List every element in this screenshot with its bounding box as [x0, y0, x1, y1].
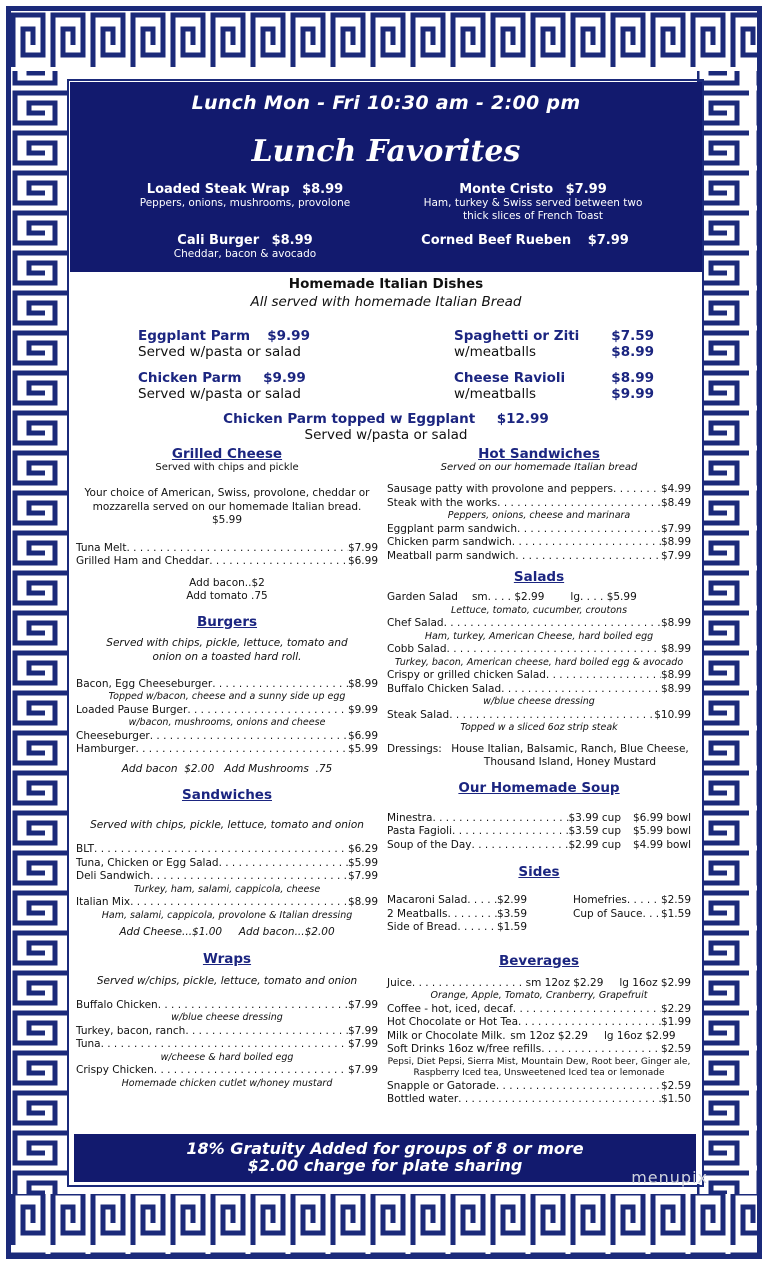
- grilled-cheese-addon: Add bacon..$2: [189, 576, 265, 589]
- menu-item: Snapple or Gatorade . . . $2.59: [387, 1080, 691, 1094]
- menu-item: Chef Salad . . . $8.99: [387, 617, 691, 631]
- soup-title: Our Homemade Soup: [458, 779, 620, 796]
- fav-loaded-steak-wrap: Loaded Steak Wrap $8.99 Peppers, onions, mushrooms, provolone: [139, 182, 351, 209]
- menu-item: 2 Meatballs . . . $3.59: [387, 908, 527, 922]
- menu-item: Loaded Pause Burger . . . $9.99: [76, 704, 378, 718]
- menu-item: Bacon, Egg Cheeseburger . . . $8.99: [76, 678, 378, 692]
- menu-item: Crispy or grilled chicken Salad . . . $8.99: [387, 669, 691, 683]
- grilled-cheese-intro: Your choice of American, Swiss, provolone, cheddar or mozzarella served on our homemade Italian bread.: [84, 487, 370, 513]
- menu-item: Steak Salad . . . $10.99: [387, 709, 691, 723]
- menu-item: Tuna Melt . . . $7.99: [76, 542, 378, 556]
- beverages-title: Beverages: [498, 952, 580, 969]
- menu-item: Cheeseburger . . . $6.99: [76, 730, 378, 744]
- italian-title: Homemade Italian Dishes: [288, 276, 484, 292]
- menu-item: Coffee - hot, iced, decaf . . . $2.29: [387, 1003, 691, 1017]
- grilled-cheese-title: Grilled Cheese: [171, 446, 283, 462]
- plate-sharing-note: $2.00 charge for plate sharing: [247, 1156, 523, 1175]
- menu-item: Italian Mix . . . $8.99: [76, 896, 378, 910]
- menu-item: Cup of Sauce . . . $1.59: [573, 908, 691, 922]
- salads-title: Salads: [513, 569, 565, 585]
- italian-subtitle: All served with homemade Italian Bread: [250, 294, 522, 310]
- menu-item: Meatball parm sandwich . . . $7.99: [387, 550, 691, 564]
- menu-item: Tuna . . . $7.99: [76, 1038, 378, 1052]
- gratuity-note: 18% Gratuity Added for groups of 8 or more: [186, 1139, 584, 1158]
- menu-item: Eggplant parm sandwich . . . $7.99: [387, 523, 691, 537]
- menu-item: Chicken parm sandwich . . . $8.99: [387, 536, 691, 550]
- italian-spaghetti: Spaghetti or Ziti $7.59 w/meatballs $8.99: [454, 328, 654, 360]
- lunch-hours: Lunch Mon - Fri 10:30 am - 2:00 pm: [191, 92, 581, 114]
- grilled-cheese-intro-price: $5.99: [211, 514, 243, 526]
- menu-item: BLT . . . $6.29: [76, 843, 378, 857]
- right-column: Hot Sandwiches Served on our homemade Italian bread Sausage patty with provolone and peppers . . . $4.99 Steak with the works . . . $8.49 Peppers, onions, cheese and marinara Eggplant parm sandwich . . . $7.99 Chicken parm sandwich . . . $8.99 Meatball parm sandwich . . . $7.99 Salads Garden Salad sm. . . . $2.99 lg. . . . $5.99 Lettuce, tomato, cucumber, croutons Chef Salad . . . $8.99 Ham, turkey, American Cheese, hard boiled egg Cobb Salad . . . $8.99 Turkey, bacon, American cheese, hard boiled egg & avocado Crispy or grilled chicken Salad . . . $8.99 Buffalo Chicken Salad . . . $8.99 w/blue cheese dressing Steak Salad . . . $10.99 Topped w a sliced 6oz strip steak Dressings: House Italian, Balsamic, Ranch, Blue Cheese, Thousand Island, Honey Mustard Our Homemade Soup Minestra . . . $3.99 cup $6.99 bowl Pasta Fagioli . . . $3.59 cup $5.99 bowl Soup of the Day . . . $2.99 cup $4.99 bowl Sides Macaroni Salad . . . $2.99 2 Meatballs . . . $3.59 Side of Bread . . . $1.59 Homefries . . . $2.59 Cup of Sauce . . . $1.59 Beverages Juice . . . sm 12oz $2.29 lg 16oz $2.99 Orange, Apple, Tomato, Cranberry, Grapefruit Coffee - hot, iced, decaf . . . $2.29 Hot Chocolate or Hot Tea . . . $1.99 Milk or Chocolate Milk . . . sm 12oz $2.29 lg 16oz $2.99 Soft Drinks 16oz w/free refills . . . $2.59 Pepsi, Diet Pepsi, Sierra Mist, Mountain Dew, Root beer, Ginger ale, Raspberry Iced tea, Unsweetened Iced tea or lemonade Snapple or Gatorade . . . $2.59 Bottled water . . . $1.50: [387, 446, 691, 1107]
- sides-list: [387, 894, 691, 935]
- menu-item: Juice . . . sm 12oz $2.29 lg 16oz $2.99: [387, 977, 691, 991]
- menu-item: Steak with the works . . . $8.49: [387, 497, 691, 511]
- menu-item: Turkey, bacon, ranch . . . $7.99: [76, 1025, 378, 1039]
- menu-item: Soup of the Day . . . $2.99 cup $4.99 bowl: [387, 839, 691, 853]
- fav-cali-burger: Cali Burger $8.99 Cheddar, bacon & avocado: [173, 233, 317, 260]
- menu-item: Garden Salad sm. . . . $2.99 lg. . . . $5.99: [387, 591, 637, 603]
- menu-item: Hot Chocolate or Hot Tea . . . $1.99: [387, 1016, 691, 1030]
- wraps-title: Wraps: [202, 950, 252, 967]
- menu-content: [70, 82, 702, 1184]
- burgers-title: Burgers: [196, 613, 258, 630]
- fav-corned-beef-rueben: Corned Beef Rueben $7.99: [421, 233, 629, 248]
- lunch-banner: [70, 82, 702, 272]
- grilled-cheese-addon: Add tomato .75: [186, 590, 268, 602]
- menu-item: Macaroni Salad . . . $2.99: [387, 894, 527, 908]
- italian-cheese-ravioli: Cheese Ravioli $8.99 w/meatballs $9.99: [454, 370, 654, 402]
- sandwiches-title: Sandwiches: [181, 787, 272, 803]
- menu-item: Buffalo Chicken . . . $7.99: [76, 999, 378, 1013]
- menu-item: Crispy Chicken . . . $7.99: [76, 1064, 378, 1078]
- sandwiches-addons: Add Cheese...$1.00 Add bacon...$2.00: [119, 926, 335, 938]
- menu-item: Hamburger . . . $5.99: [76, 743, 378, 757]
- burgers-addons: Add bacon $2.00 Add Mushrooms .75: [121, 762, 333, 775]
- lunch-favorites-title: Lunch Favorites: [251, 134, 521, 169]
- wraps-sub: Served w/chips, pickle, lettuce, tomato and onion: [96, 974, 358, 987]
- salad-dressings: Dressings: House Italian, Balsamic, Ranch, Blue Cheese, Thousand Island, Honey Mustard: [387, 742, 689, 768]
- menu-item: Grilled Ham and Cheddar . . . $6.99: [76, 555, 378, 569]
- menu-item: Soft Drinks 16oz w/free refills . . . $2.59: [387, 1043, 691, 1057]
- menu-item: Sausage patty with provolone and peppers . . . $4.99: [387, 483, 691, 497]
- burgers-sub: Served with chips, pickle, lettuce, tomato and onion on a toasted hard roll.: [106, 636, 348, 663]
- menu-item: Pasta Fagioli . . . $3.59 cup $5.99 bowl: [387, 825, 691, 839]
- menu-item: Side of Bread . . . $1.59: [387, 921, 527, 935]
- menu-item: Minestra . . . $3.99 cup $6.99 bowl: [387, 812, 691, 826]
- sides-title: Sides: [518, 864, 560, 880]
- menu-item: Homefries . . . $2.59: [573, 894, 691, 908]
- left-column: Grilled Cheese Served with chips and pickle Your choice of American, Swiss, provolone, cheddar or mozzarella served on our homemade Italian bread. $5.99 Tuna Melt . . . $7.99 Grilled Ham and Cheddar . . . $6.99 Add bacon..$2 Add tomato .75 Burgers Served with chips, pickle, lettuce, tomato and onion on a toasted hard roll. Bacon, Egg Cheeseburger . . . $8.99 Topped w/bacon, cheese and a sunny side up egg Loaded Pause Burger . . . $9.99 w/bacon, mushrooms, onions and cheese Cheeseburger . . . $6.99 Hamburger . . . $5.99 Add bacon $2.00 Add Mushrooms .75 Sandwiches Served with chips, pickle, lettuce, tomato and onion BLT . . . $6.29 Tuna, Chicken or Egg Salad . . . $5.99 Deli Sandwich . . . $7.99 Turkey, ham, salami, cappicola, cheese Italian Mix . . . $8.99 Ham, salami, cappicola, provolone & Italian dressing Add Cheese...$1.00 Add bacon...$2.00 Wraps Served w/chips, pickle, lettuce, tomato and onion Buffalo Chicken . . . $7.99 w/blue cheese dressing Turkey, bacon, ranch . . . $7.99 Tuna . . . $7.99 w/cheese & hard boiled egg Crispy Chicken . . . $7.99 Homemade chicken cutlet w/honey mustard: [76, 446, 378, 1090]
- menu-item: Cobb Salad . . . $8.99: [387, 643, 691, 657]
- italian-eggplant-parm: Eggplant Parm $9.99 Served w/pasta or salad: [138, 328, 310, 360]
- footer-banner: [74, 1134, 696, 1182]
- menu-item: Buffalo Chicken Salad . . . $8.99: [387, 683, 691, 697]
- grilled-cheese-sub: Served with chips and pickle: [155, 462, 299, 473]
- sandwiches-sub: Served with chips, pickle, lettuce, tomato and onion: [90, 819, 364, 831]
- italian-chicken-parm: Chicken Parm $9.99 Served w/pasta or salad: [138, 370, 306, 402]
- hot-sandwiches-sub: Served on our homemade Italian bread: [440, 462, 638, 473]
- hot-sandwiches-title: Hot Sandwiches: [478, 446, 600, 462]
- menu-item: Tuna, Chicken or Egg Salad . . . $5.99: [76, 857, 378, 871]
- menu-item: Deli Sandwich . . . $7.99: [76, 870, 378, 884]
- italian-special: Chicken Parm topped w Eggplant $12.99 Served w/pasta or salad: [223, 411, 549, 443]
- watermark: menupix: [631, 1168, 708, 1187]
- menu-item: Milk or Chocolate Milk . . . sm 12oz $2.29 lg 16oz $2.99: [387, 1030, 691, 1044]
- menu-item: Bottled water . . . $1.50: [387, 1093, 691, 1107]
- fav-monte-cristo: Monte Cristo $7.99 Ham, turkey & Swiss served between two thick slices of French Toast: [423, 182, 643, 222]
